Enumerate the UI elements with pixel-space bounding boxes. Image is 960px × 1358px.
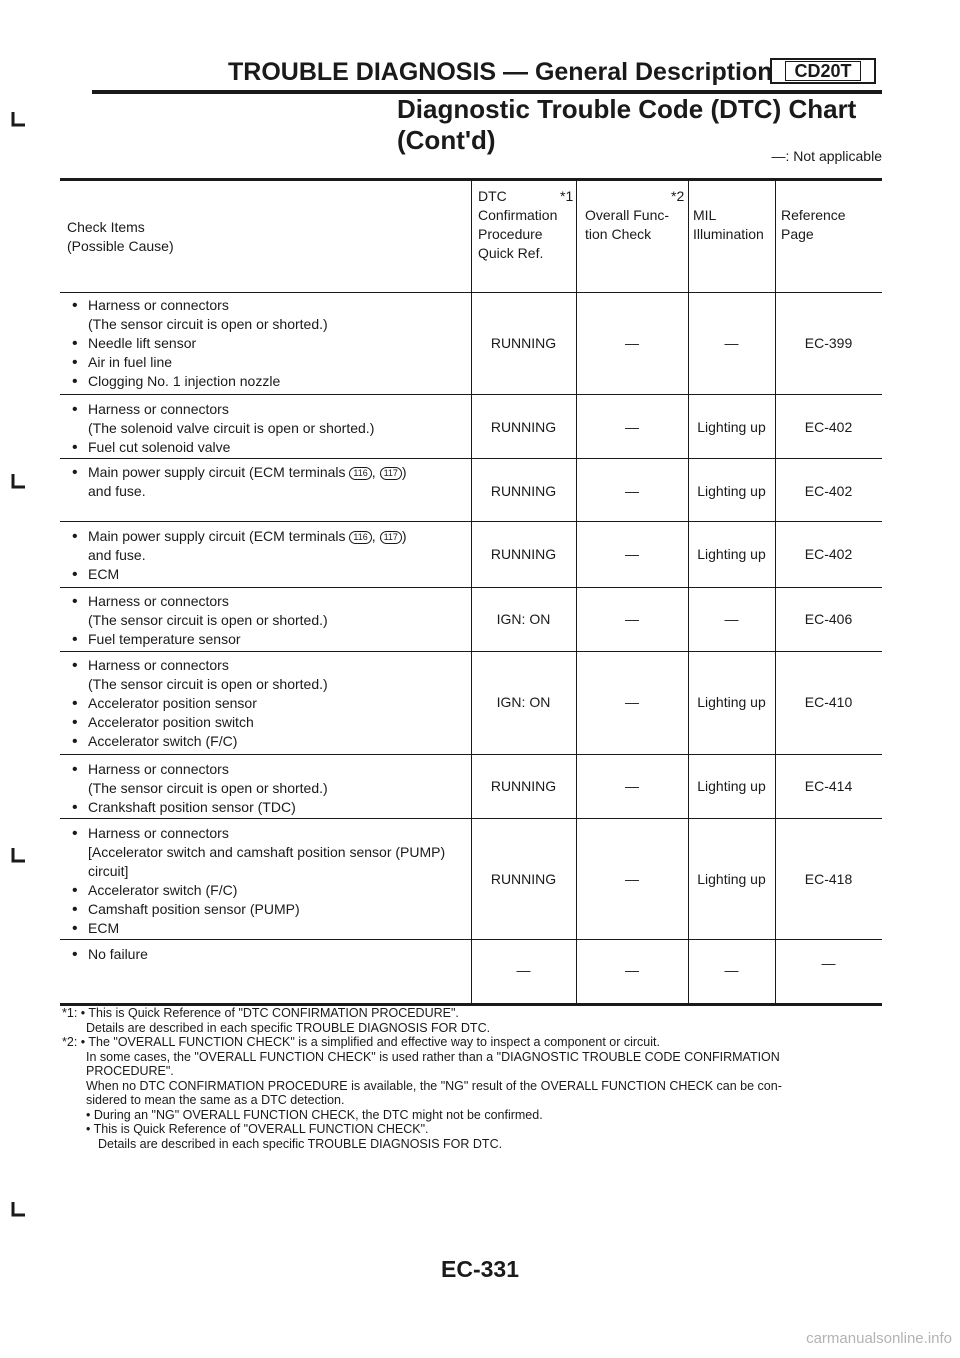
header-dtc-line3: Procedure bbox=[478, 226, 543, 242]
ref-cell: — bbox=[821, 955, 836, 971]
ofc-cell: — bbox=[625, 962, 639, 978]
header-check-items-line2: (Possible Cause) bbox=[67, 238, 174, 254]
ref-cell: EC-406 bbox=[804, 611, 853, 627]
check-item: • Accelerator position switch bbox=[72, 713, 328, 732]
check-item: • Harness or connectors bbox=[72, 592, 328, 611]
check-item: (The sensor circuit is open or shorted.) bbox=[88, 612, 328, 628]
ref-cell: EC-402 bbox=[804, 546, 853, 562]
row-divider bbox=[60, 587, 882, 588]
row-divider bbox=[60, 651, 882, 652]
dtc-cell: RUNNING bbox=[490, 483, 557, 499]
terminal-117-badge: 117 bbox=[380, 467, 402, 480]
header-check-items bbox=[67, 218, 174, 256]
section-title: TROUBLE DIAGNOSIS — General Description bbox=[228, 58, 773, 86]
ofc-cell: — bbox=[625, 611, 639, 627]
row-divider bbox=[60, 394, 882, 395]
ref-cell: EC-414 bbox=[804, 778, 853, 794]
ofc-cell: — bbox=[625, 694, 639, 710]
footnote-2-line5: sidered to mean the same as a DTC detection. bbox=[86, 1093, 345, 1107]
check-item: • ECM bbox=[72, 565, 407, 584]
check-item: • Harness or connectors bbox=[72, 400, 374, 419]
check-item: • Fuel cut solenoid valve bbox=[72, 438, 374, 457]
check-item: • Fuel temperature sensor bbox=[72, 630, 328, 649]
check-item: • Needle lift sensor bbox=[72, 334, 328, 353]
terminal-116-badge: 116 bbox=[349, 531, 371, 544]
row-6-check-items bbox=[72, 656, 328, 751]
dtc-cell: RUNNING bbox=[490, 546, 557, 562]
corner-mark-icon bbox=[8, 846, 28, 866]
header-ref-line1: Reference bbox=[781, 207, 846, 223]
ref-cell: EC-399 bbox=[804, 335, 853, 351]
header-ofc-line2: tion Check bbox=[585, 226, 652, 242]
check-item: • Camshaft position sensor (PUMP) bbox=[72, 900, 445, 919]
row-1-check-items bbox=[72, 296, 328, 391]
footnote-2-bullet-2: • During an "NG" OVERALL FUNCTION CHECK, the DTC might not be confirmed. bbox=[86, 1107, 543, 1122]
dtc-cell: RUNNING bbox=[490, 335, 557, 351]
ofc-cell: — bbox=[625, 483, 639, 499]
header-dtc-line1: DTC bbox=[478, 188, 507, 204]
check-item: • Air in fuel line bbox=[72, 353, 328, 372]
footnotes bbox=[62, 1006, 892, 1151]
corner-mark-icon bbox=[8, 110, 28, 130]
row-7-check-items bbox=[72, 760, 328, 817]
header-check-items-line1: Check Items bbox=[67, 219, 145, 235]
header-dtc bbox=[478, 187, 573, 263]
header-mil-line1: MIL bbox=[693, 207, 717, 223]
check-item: (The sensor circuit is open or shorted.) bbox=[88, 316, 328, 332]
header-mil-line2: Illumination bbox=[693, 226, 764, 242]
ref-cell: EC-418 bbox=[804, 871, 853, 887]
corner-mark-icon bbox=[8, 472, 28, 492]
ofc-cell: — bbox=[625, 871, 639, 887]
row-8-check-items bbox=[72, 824, 445, 938]
mil-cell: Lighting up bbox=[697, 694, 766, 710]
check-item: circuit] bbox=[88, 863, 129, 879]
check-item: (The sensor circuit is open or shorted.) bbox=[88, 676, 328, 692]
engine-code-badge bbox=[770, 58, 876, 84]
row-divider bbox=[60, 818, 882, 819]
check-item: • Accelerator switch (F/C) bbox=[72, 732, 328, 751]
terminal-116-badge: 116 bbox=[349, 467, 371, 480]
check-item: • No failure bbox=[72, 945, 148, 964]
header-reference bbox=[781, 206, 846, 244]
footnote-2-bullet-3-detail: Details are described in each specific TROUBLE DIAGNOSIS FOR DTC. bbox=[98, 1136, 503, 1151]
row-divider bbox=[60, 939, 882, 940]
mil-cell: Lighting up bbox=[697, 778, 766, 794]
ref-cell: EC-410 bbox=[804, 694, 853, 710]
chart-title bbox=[397, 94, 856, 156]
row-divider bbox=[60, 292, 882, 293]
check-item: • Harness or connectors bbox=[72, 656, 328, 675]
check-item: • ECM bbox=[72, 919, 445, 938]
check-item: • Harness or connectors bbox=[72, 760, 328, 779]
dtc-cell: IGN: ON bbox=[496, 611, 551, 627]
header-ofc-line1: Overall Func- bbox=[585, 207, 670, 223]
dtc-cell: RUNNING bbox=[490, 778, 557, 794]
footnote-2-line4: When no DTC CONFIRMATION PROCEDURE is available, the "NG" result of the OVERALL FUNCTION CHECK can be con- bbox=[86, 1078, 782, 1093]
corner-mark-icon bbox=[8, 1200, 28, 1220]
row-divider bbox=[60, 521, 882, 522]
legend-note: —: Not applicable bbox=[771, 148, 882, 164]
mil-cell: Lighting up bbox=[697, 483, 766, 499]
mil-cell: — bbox=[724, 962, 739, 978]
header-dtc-mark: *1 bbox=[560, 188, 574, 204]
footnote-2-line2: In some cases, the "OVERALL FUNCTION CHECK" is used rather than a "DIAGNOSTIC TROUBLE CODE CONFIRMATION bbox=[86, 1049, 780, 1064]
check-item: • Clogging No. 1 injection nozzle bbox=[72, 372, 328, 391]
header-ofc-mark: *2 bbox=[671, 188, 685, 204]
mil-cell: — bbox=[724, 335, 739, 351]
row-divider bbox=[60, 458, 882, 459]
check-item: • Crankshaft position sensor (TDC) bbox=[72, 798, 328, 817]
check-item: and fuse. bbox=[88, 483, 146, 499]
ofc-cell: — bbox=[625, 335, 639, 351]
ref-cell: EC-402 bbox=[804, 419, 853, 435]
check-item: • Harness or connectors bbox=[72, 824, 445, 843]
dtc-cell: RUNNING bbox=[490, 419, 557, 435]
check-item: • Main power supply circuit (ECM terminals 116 , 117 ) bbox=[72, 527, 407, 546]
row-3-check-items bbox=[72, 463, 407, 501]
check-item: [Accelerator switch and camshaft position sensor (PUMP) bbox=[88, 844, 446, 860]
footnote-1-detail: Details are described in each specific TROUBLE DIAGNOSIS FOR DTC. bbox=[86, 1020, 491, 1035]
header-mil bbox=[693, 206, 764, 244]
engine-code-label: CD20T bbox=[785, 61, 860, 81]
row-divider bbox=[60, 754, 882, 755]
header-ref-line2: Page bbox=[781, 226, 814, 242]
mil-cell: Lighting up bbox=[697, 419, 766, 435]
header-overall-function-check bbox=[585, 187, 685, 244]
ref-cell: EC-402 bbox=[804, 483, 853, 499]
row-2-check-items bbox=[72, 400, 374, 457]
mil-cell: Lighting up bbox=[697, 871, 766, 887]
dtc-cell: IGN: ON bbox=[496, 694, 551, 710]
mil-cell: Lighting up bbox=[697, 546, 766, 562]
dtc-cell: RUNNING bbox=[490, 871, 557, 887]
header-dtc-line2: Confirmation bbox=[478, 207, 558, 223]
row-9-check-items bbox=[72, 945, 148, 964]
mil-cell: — bbox=[724, 611, 739, 627]
row-4-check-items bbox=[72, 527, 407, 584]
check-item: (The solenoid valve circuit is open or shorted.) bbox=[88, 420, 375, 436]
check-item: and fuse. bbox=[88, 547, 146, 563]
dtc-cell: — bbox=[516, 962, 531, 978]
chart-title-line1: Diagnostic Trouble Code (DTC) Chart bbox=[397, 94, 857, 124]
ofc-cell: — bbox=[625, 778, 639, 794]
watermark: carmanualsonline.info bbox=[806, 1330, 952, 1347]
check-item: • Accelerator position sensor bbox=[72, 694, 328, 713]
check-item: • Accelerator switch (F/C) bbox=[72, 881, 445, 900]
footnote-2-bullet-3: • This is Quick Reference of "OVERALL FUNCTION CHECK". bbox=[86, 1122, 429, 1136]
footnote-2-line3: PROCEDURE". bbox=[86, 1064, 174, 1078]
header-dtc-line4: Quick Ref. bbox=[478, 245, 544, 261]
check-item: • Main power supply circuit (ECM terminals 116 , 117 ) bbox=[72, 463, 407, 482]
check-item-text: Main power supply circuit (ECM terminals bbox=[88, 464, 346, 480]
check-item-text: Main power supply circuit (ECM terminals bbox=[88, 528, 346, 544]
row-5-check-items bbox=[72, 592, 328, 649]
footnote-2: *2: • The "OVERALL FUNCTION CHECK" is a simplified and effective way to inspect a component or circuit. bbox=[62, 1035, 660, 1049]
chart-title-line2: (Cont'd) bbox=[397, 125, 496, 155]
ofc-cell: — bbox=[625, 419, 639, 435]
footnote-1: *1: • This is Quick Reference of "DTC CONFIRMATION PROCEDURE". bbox=[62, 1006, 459, 1020]
terminal-117-badge: 117 bbox=[380, 531, 402, 544]
check-item: (The sensor circuit is open or shorted.) bbox=[88, 780, 328, 796]
ofc-cell: — bbox=[625, 546, 639, 562]
check-item: • Harness or connectors bbox=[72, 296, 328, 315]
page-number: EC-331 bbox=[441, 1256, 519, 1282]
